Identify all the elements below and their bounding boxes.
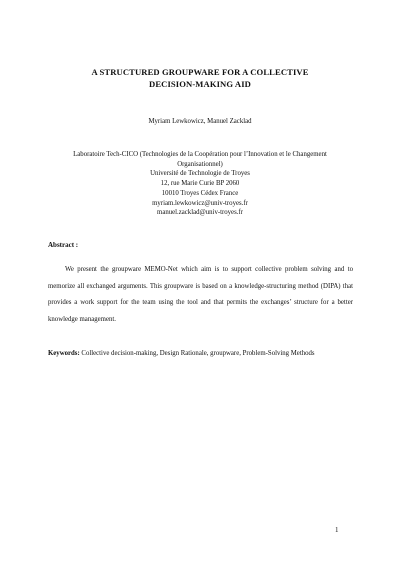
title-line-1: A STRUCTURED GROUPWARE FOR A COLLECTIVE — [91, 67, 309, 77]
author-email: manuel.zacklad@univ-troyes.fr — [157, 209, 243, 217]
keywords-text: Collective decision-making, Design Rationale, groupware, Problem-Solving Methods — [81, 350, 315, 357]
author-list: Myriam Lewkowicz, Manuel Zacklad — [148, 118, 252, 125]
affiliation-block — [40, 150, 360, 218]
affiliation-line: Laboratoire Tech-CICO (Technologies de la Coopération pour l’Innovation et le Changement — [73, 151, 327, 158]
page-number: 1 — [335, 526, 339, 534]
title-line-2: DECISION-MAKING AID — [149, 79, 251, 89]
keywords-label: Keywords: — [48, 350, 80, 357]
affiliation-line: 12, rue Marie Curie BP 2060 — [160, 180, 240, 188]
author-email: myriam.lewkowicz@univ-troyes.fr — [152, 199, 248, 207]
affiliation-line: Université de Technologie de Troyes — [150, 170, 250, 178]
abstract-heading: Abstract : — [48, 241, 79, 249]
paper-title — [60, 66, 340, 90]
keywords-paragraph — [48, 347, 370, 361]
abstract-text: We present the groupware MEMO-Net which aim is to support collective problem solving and to memorize all exchanged arguments. This groupware is based on a knowledge-structuring method (DIPA) that provides a work support for the team using the tool and that permits the exchanges’ structure for a better knowledge management. — [48, 266, 353, 323]
affiliation-line: 10010 Troyes Cédex France — [161, 189, 239, 197]
affiliation-line: Organisationnel) — [177, 160, 223, 168]
